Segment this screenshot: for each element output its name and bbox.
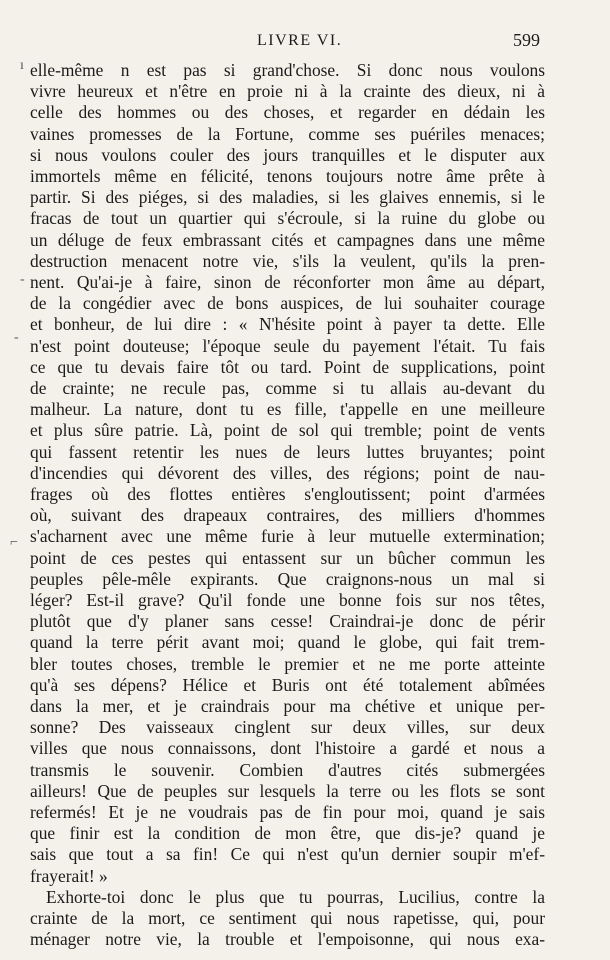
- text-line: fracas de tout un quartier qui s'écroule, si la ruine du globe ou: [30, 208, 545, 229]
- text-line: qu'à ses dépens? Hélice et Buris ont été totalement abîmées: [30, 674, 545, 695]
- text-line: partir. Si des piéges, si des maladies, si les glaives ennemis, si le: [30, 187, 545, 208]
- text-line: où, suivant des drapeaux contraires, des milliers d'hommes: [30, 505, 545, 526]
- text-line: vaines promesses de la Fortune, comme ses puériles menaces;: [30, 123, 545, 144]
- text-line: transmis le souvenir. Combien d'autres cités submergées: [30, 759, 545, 780]
- text-line: bler toutes choses, tremble le premier et ne me porte atteinte: [30, 653, 545, 674]
- text-line: quand la terre périt avant moi; quand le globe, qui fait trem-: [30, 632, 545, 653]
- text-line: refermés! Et je ne voudrais pas de fin pour moi, quand je sais: [30, 802, 545, 822]
- text-line: elle-même n est pas si grand'chose. Si donc nous voulons: [30, 60, 545, 80]
- text-line: frages où des flottes entières s'engloutissent; point d'armées: [30, 484, 545, 504]
- text-line: d'incendies qui dévorent des villes, des régions; point de nau-: [30, 462, 545, 483]
- text-line: léger? Est-il grave? Qu'il fonde une bonne fois sur nos têtes,: [30, 590, 545, 610]
- text-line: malheur. La nature, dont tu es fille, t'appelle en une meilleure: [30, 399, 545, 420]
- text-line: s'acharnent avec une même furie à leur mutuelle extermination;: [30, 526, 545, 547]
- text-line: que finir est la condition de mon être, que dis-je? quand je: [30, 823, 545, 844]
- text-line: plutôt que d'y planer sans cesse! Craindrai-je donc de périr: [30, 611, 545, 632]
- text-line: et plus sûre patrie. Là, point de sol qui tremble; point de vents: [30, 420, 545, 441]
- text-line: n'est point douteuse; l'époque seule du payement l'était. Tu fais: [30, 335, 545, 356]
- text-line: Exhorte-toi donc le plus que tu pourras, Lucilius, contre la: [46, 886, 545, 907]
- text-line: et bonheur, de lui dire : « N'hésite point à payer ta dette. Elle: [30, 314, 545, 335]
- text-line: si nous voulons couler des jours tranquilles et le disputer aux: [30, 144, 545, 165]
- page-header: [0, 30, 610, 54]
- text-line: de crainte; ne recule pas, comme si tu allais au-devant du: [30, 378, 545, 398]
- page-number: 599: [513, 30, 540, 50]
- text-line: crainte de la mort, ce sentiment qui nous rapetisse, qui, pour: [30, 908, 545, 928]
- text-line: dans la mer, et je craindrais pour ma chétive et unique per-: [30, 696, 545, 716]
- text-line: ménager notre vie, la trouble et l'empoisonne, qui nous exa-: [30, 929, 545, 950]
- text-line: nent. Qu'ai-je à faire, sinon de réconforter mon âme au départ,: [30, 272, 545, 292]
- text-line: point de ces pestes qui entassent sur un bûcher commun les: [30, 547, 545, 568]
- margin-tick-mark: ⌐: [10, 535, 18, 550]
- text-line: villes que nous connaissons, dont l'histoire a gardé et nous a: [30, 738, 545, 759]
- margin-tick-mark: -: [14, 330, 19, 345]
- margin-tick-mark: ı: [20, 58, 24, 73]
- text-line: ailleurs! Que de peuples sur lesquels la terre ou les flots se sont: [30, 780, 545, 801]
- text-line: vivre heureux et n'être en proie ni à la crainte des dieux, ni à: [30, 81, 545, 102]
- text-line: destruction menacent notre vie, s'ils la veulent, qu'ils la pren-: [30, 250, 545, 271]
- text-line: un déluge de feux embrassant cités et campagnes dans une même: [30, 229, 545, 250]
- text-line: sonne? Des vaisseaux cinglent sur deux villes, sur deux: [30, 717, 545, 738]
- running-title: LIVRE VI.: [257, 32, 343, 49]
- text-line: qui fassent retentir les nues de leurs luttes bruyantes; point: [30, 441, 545, 462]
- margin-tick-mark: -: [20, 272, 25, 287]
- text-line: de la congédier avec de bons auspices, de lui souhaiter courage: [30, 293, 545, 314]
- text-line: ce que tu devais faire tôt ou tard. Point de supplications, point: [30, 356, 545, 377]
- text-line: sais que tout a sa fin! Ce qui n'est qu'un dernier soupir m'ef-: [30, 844, 545, 865]
- text-line: frayerait! »: [30, 865, 108, 886]
- text-line: celle des hommes ou des choses, et regarder en dédain les: [30, 102, 545, 123]
- text-line: peuples pêle-mêle expirants. Que craignons-nous un mal si: [30, 568, 545, 589]
- text-line: immortels même en félicité, tenons toujours notre âme prête à: [30, 166, 545, 186]
